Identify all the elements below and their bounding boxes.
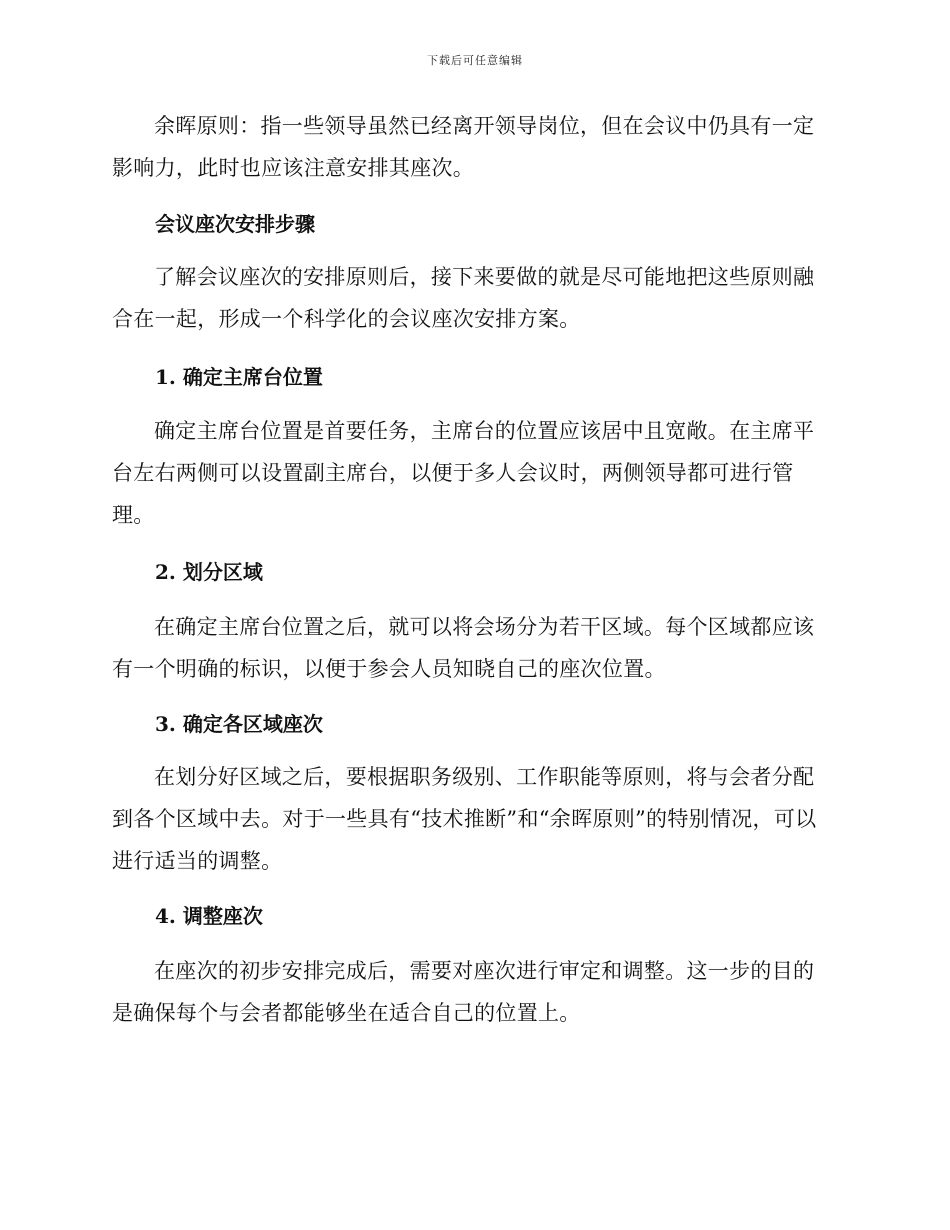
step-heading-2: 2. 划分区域 [155, 560, 263, 584]
paragraph-yuhui-principle: 余晖原则：指一些领导虽然已经离开领导岗位，但在会议中仍具有一定影响力，此时也应该注意安排其座次。 [112, 114, 815, 180]
paragraph-step-4: 在座次的初步安排完成后，需要对座次进行审定和调整。这一步的目的是确保每个与会者都能够坐在适合自己的位置上。 [112, 959, 815, 1025]
paragraph-step-2: 在确定主席台位置之后，就可以将会场分为若干区域。每个区域都应该有一个明确的标识，以便于参会人员知晓自己的座次位置。 [112, 615, 815, 681]
step-heading-4: 4. 调整座次 [155, 904, 263, 928]
step-heading-3: 3. 确定各区域座次 [155, 712, 323, 736]
paragraph-step-1: 确定主席台位置是首要任务，主席台的位置应该居中且宽敞。在主席平台左右两侧可以设置副主席台，以便于多人会议时，两侧领导都可进行管理。 [112, 419, 815, 527]
section-heading-steps: 会议座次安排步骤 [155, 212, 315, 236]
step-heading-1: 1. 确定主席台位置 [155, 365, 323, 389]
paragraph-step-3: 在划分好区域之后，要根据职务级别、工作职能等原则，将与会者分配到各个区域中去。对于一些具有“技术推断”和“余晖原则”的特别情况，可以进行适当的调整。 [112, 765, 817, 873]
paragraph-steps-intro: 了解会议座次的安排原则后，接下来要做的就是尽可能地把这些原则融合在一起，形成一个科学化的会议座次安排方案。 [112, 265, 815, 331]
page-header: 下载后可任意编辑 [427, 54, 523, 67]
